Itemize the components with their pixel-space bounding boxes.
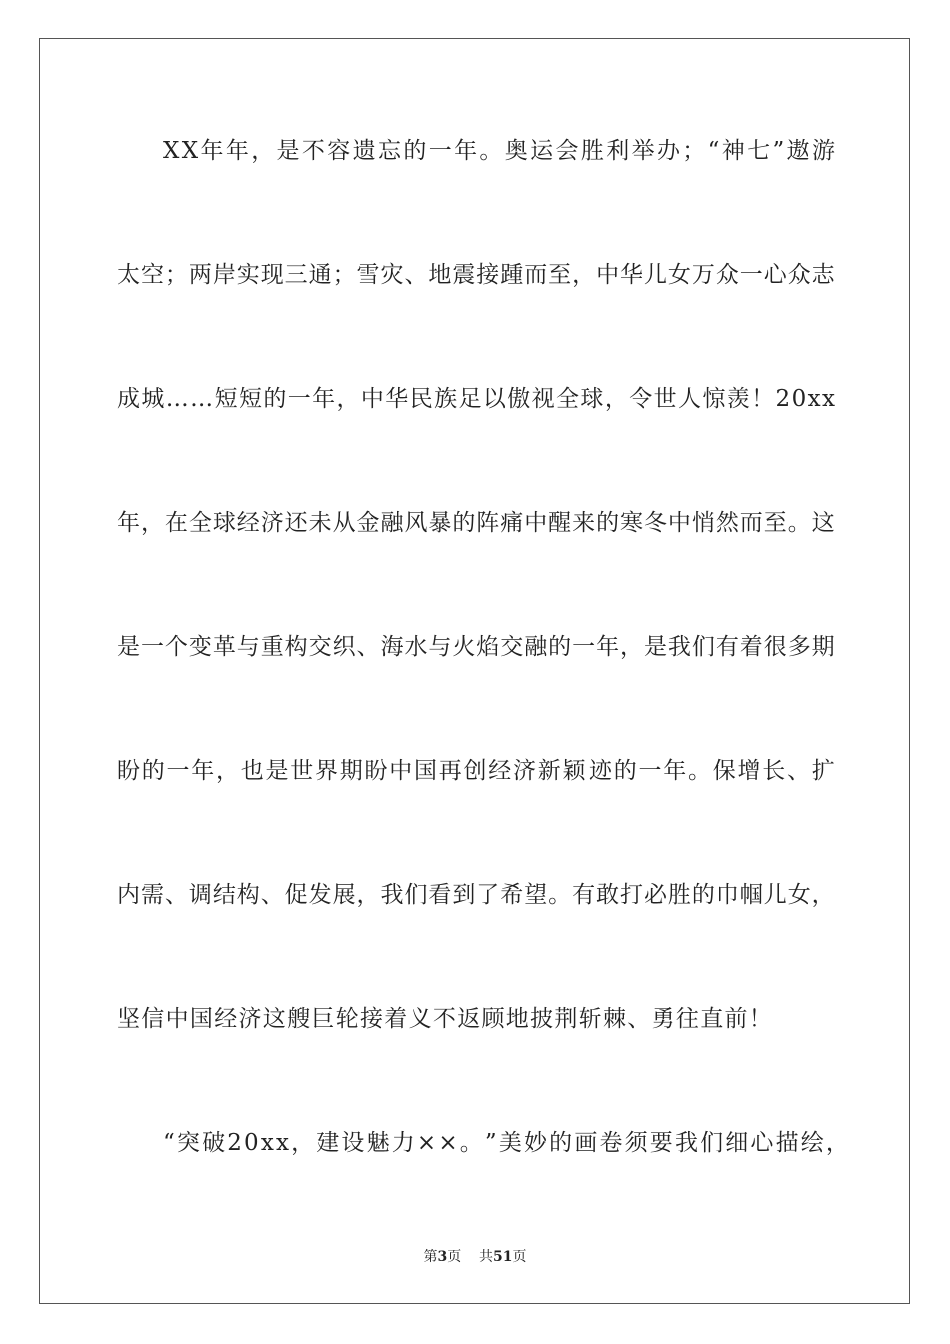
- paragraph-line-6: 盼 的 一 年 ， 也 是 世 界 期 盼 中 国 再 创 经 济 新 颖 迹 的 一 年 。 保 增 长 、 扩: [117, 758, 835, 784]
- page-number: 3: [437, 1249, 448, 1265]
- paragraph-line-7: 内 需 、 调 结 构 、 促 发 展 ， 我 们 看 到 了 希 望 。 有 敢 打 必 胜 的 巾 帼 儿 女 ，: [117, 882, 835, 908]
- page-suffix: 页: [447, 1249, 462, 1265]
- paragraph-line-5: 是 一 个 变 革 与 重 构 交 织 、 海 水 与 火 焰 交 融 的 一 年 ， 是 我 们 有 着 很 多 期: [117, 634, 835, 660]
- page-prefix: 第: [423, 1249, 438, 1265]
- total-pages: 51: [493, 1249, 513, 1265]
- paragraph-line-2: 太 空 ； 两 岸 实 现 三 通 ； 雪 灾 、 地 震 接 踵 而 至 ， 中 华 儿 女 万 众 一 心 众 志: [117, 262, 835, 288]
- page-border: [39, 38, 910, 1304]
- paragraph-line-4: 年 ， 在 全 球 经 济 还 未 从 金 融 风 暴 的 阵 痛 中 醒 来 的 寒 冬 中 悄 然 而 至 。 这: [117, 510, 835, 536]
- total-suffix: 页: [512, 1249, 527, 1265]
- paragraph-line-1: X X 年 年 ， 是 不 容 遗 忘 的 一 年 。 奥 运 会 胜 利 举 办 ； “ 神 七 ” 遨 游: [163, 138, 835, 164]
- total-prefix: 共: [479, 1249, 494, 1265]
- page-footer: [0, 1248, 950, 1266]
- paragraph-line-3: 成 城 … … 短 短 的 一 年 ， 中 华 民 族 足 以 傲 视 全 球 ， 令 世 人 惊 羡 ！ 2 0 x x: [117, 386, 835, 412]
- paragraph-line-8: 坚信中国经济这艘巨轮接着义不返顾地披荆斩棘、勇往直前！: [117, 1006, 774, 1032]
- paragraph-line-9: “ 突 破 2 0 x x ， 建 设 魅 力 × × 。 ” 美 妙 的 画 卷 须 要 我 们 细 心 描 绘 ，: [163, 1130, 849, 1156]
